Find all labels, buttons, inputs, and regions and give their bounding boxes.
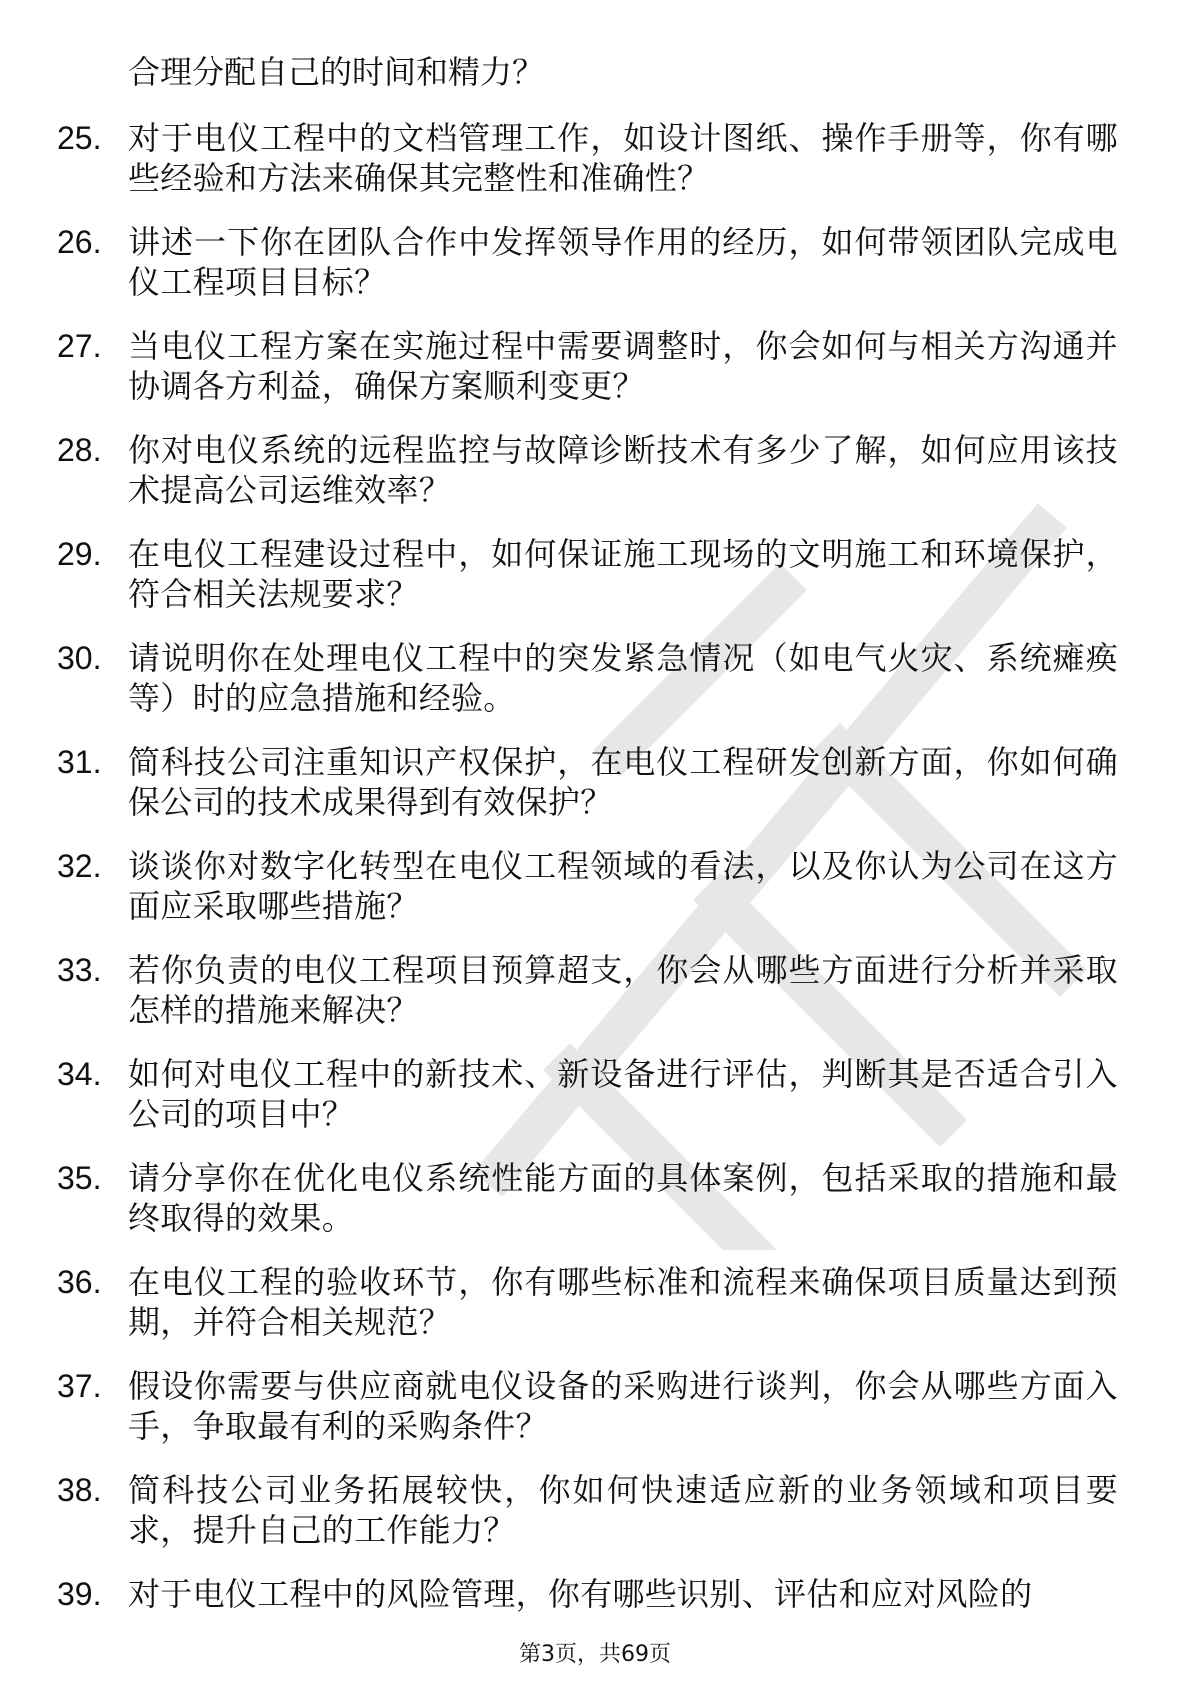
question-item bbox=[0, 430, 1190, 534]
question-text: 对于电仪工程中的文档管理工作，如设计图纸、操作手册等，你有哪些经验和方法来确保其完整性和准确性？ bbox=[128, 119, 1118, 197]
question-item bbox=[0, 222, 1190, 326]
question-item bbox=[0, 742, 1190, 846]
question-item bbox=[0, 118, 1190, 222]
question-item bbox=[0, 638, 1190, 742]
question-item bbox=[0, 950, 1190, 1054]
question-number: 36. bbox=[57, 1264, 102, 1300]
question-text: 讲述一下你在团队合作中发挥领导作用的经历，如何带领团队完成电仪工程项目目标？ bbox=[128, 223, 1118, 301]
question-item bbox=[0, 1158, 1190, 1262]
question-item bbox=[0, 326, 1190, 430]
question-item bbox=[0, 1366, 1190, 1470]
question-text: 简科技公司注重知识产权保护，在电仪工程研发创新方面，你如何确保公司的技术成果得到有效保护？ bbox=[128, 743, 1118, 821]
question-number: 32. bbox=[57, 848, 102, 884]
question-text: 谈谈你对数字化转型在电仪工程领域的看法，以及你认为公司在这方面应采取哪些措施？ bbox=[128, 847, 1118, 925]
question-text: 如何对电仪工程中的新技术、新设备进行评估，判断其是否适合引入公司的项目中？ bbox=[128, 1055, 1118, 1133]
question-text: 当电仪工程方案在实施过程中需要调整时，你会如何与相关方沟通并协调各方利益，确保方案顺利变更？ bbox=[128, 327, 1118, 405]
question-number: 25. bbox=[57, 120, 102, 156]
question-item bbox=[0, 534, 1190, 638]
question-number: 34. bbox=[57, 1056, 102, 1092]
question-number: 28. bbox=[57, 432, 102, 468]
question-text: 假设你需要与供应商就电仪设备的采购进行谈判，你会从哪些方面入手，争取最有利的采购条件？ bbox=[128, 1367, 1118, 1445]
question-number: 38. bbox=[57, 1472, 102, 1508]
question-number: 35. bbox=[57, 1160, 102, 1196]
question-number: 33. bbox=[57, 952, 102, 988]
question-number: 37. bbox=[57, 1368, 102, 1404]
question-text: 在电仪工程建设过程中，如何保证施工现场的文明施工和环境保护，符合相关法规要求？ bbox=[128, 535, 1118, 613]
question-list bbox=[0, 118, 1190, 1678]
question-number: 31. bbox=[57, 744, 102, 780]
question-item bbox=[0, 1054, 1190, 1158]
question-number: 26. bbox=[57, 224, 102, 260]
continuation-text: 合理分配自己的时间和精力？ bbox=[128, 53, 545, 91]
question-text: 请分享你在优化电仪系统性能方面的具体案例，包括采取的措施和最终取得的效果。 bbox=[128, 1159, 1118, 1237]
page-footer: 第3页，共69页 bbox=[519, 1642, 671, 1667]
question-item bbox=[0, 1262, 1190, 1366]
question-text: 对于电仪工程中的风险管理，你有哪些识别、评估和应对风险的 bbox=[128, 1575, 1033, 1613]
question-text: 请说明你在处理电仪工程中的突发紧急情况（如电气火灾、系统瘫痪等）时的应急措施和经验。 bbox=[128, 639, 1118, 717]
question-number: 29. bbox=[57, 536, 102, 572]
question-number: 30. bbox=[57, 640, 102, 676]
question-item bbox=[0, 1470, 1190, 1574]
question-text: 简科技公司业务拓展较快，你如何快速适应新的业务领域和项目要求，提升自己的工作能力？ bbox=[128, 1471, 1118, 1549]
question-text: 在电仪工程的验收环节，你有哪些标准和流程来确保项目质量达到预期，并符合相关规范？ bbox=[128, 1263, 1118, 1341]
question-text: 你对电仪系统的远程监控与故障诊断技术有多少了解，如何应用该技术提高公司运维效率？ bbox=[128, 431, 1118, 509]
question-text: 若你负责的电仪工程项目预算超支，你会从哪些方面进行分析并采取怎样的措施来解决？ bbox=[128, 951, 1118, 1029]
question-number: 39. bbox=[57, 1576, 102, 1612]
question-number: 27. bbox=[57, 328, 102, 364]
question-item bbox=[0, 846, 1190, 950]
